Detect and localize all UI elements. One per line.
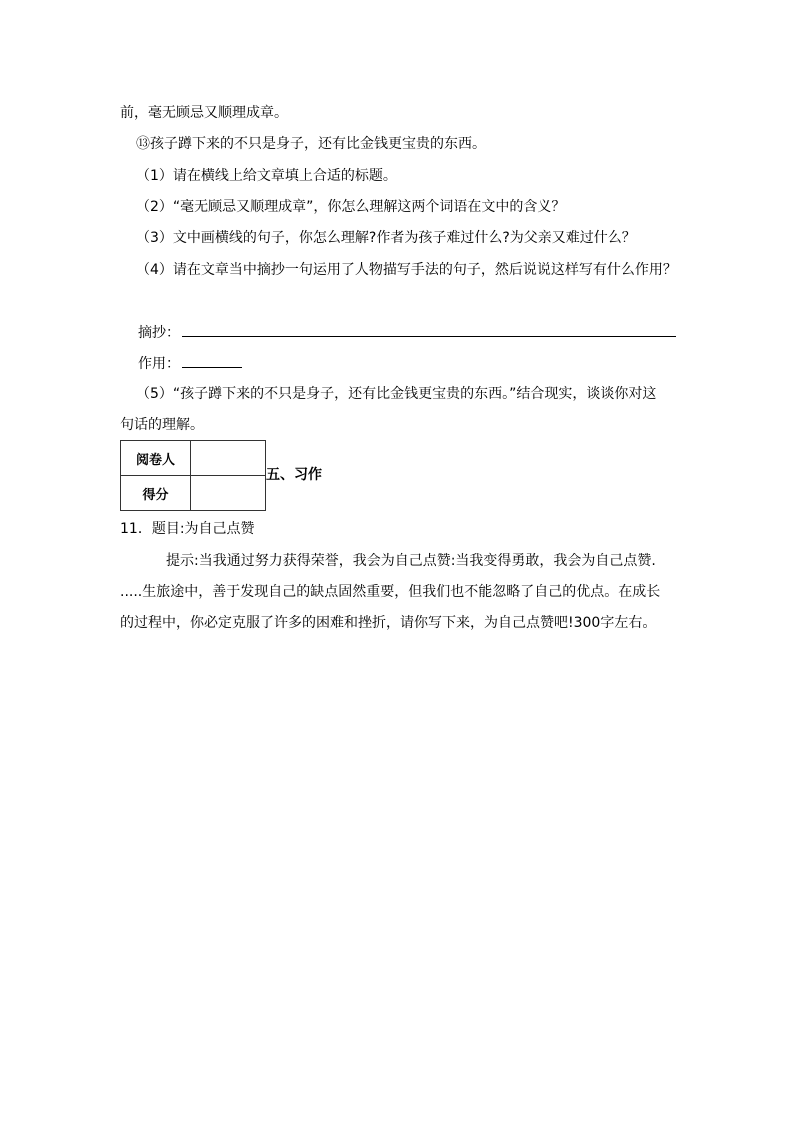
excerpt-answer-blank[interactable] (182, 322, 676, 337)
effect-row (138, 353, 242, 373)
paragraph-13: ⑬孩子蹲下来的不只是身子，还有比金钱更宝贵的东西。 (136, 136, 486, 152)
excerpt-label: 摘抄： (138, 325, 180, 341)
score-table (120, 440, 266, 511)
question-1: （1）请在横线上给文章填上合适的标题。 (136, 168, 397, 184)
composition-hint-line-3: 的过程中，你必定克服了许多的困难和挫折，请你写下来，为自己点赞吧!300字左右。 (120, 615, 657, 631)
grader-label: 阅卷人 (121, 441, 191, 476)
question-4: （4）请在文章当中摘抄一句运用了人物描写手法的句子，然后说说这样写有什么作用？ (136, 262, 677, 278)
grader-value-cell[interactable] (191, 441, 266, 476)
excerpt-row (138, 322, 676, 342)
question-5-line-1: （5）“孩子蹲下来的不只是身子，还有比金钱更宝贵的东西。”结合现实，谈谈你对这 (136, 386, 657, 402)
paragraph-continuation: 前，毫无顾忌又顺理成章。 (120, 105, 288, 121)
composition-hint-line-1: 提示:当我通过努力获得荣誉，我会为自己点赞:当我变得勇敢，我会为自己点赞. (166, 553, 656, 569)
composition-title: 11．题目:为自己点赞 (120, 521, 255, 537)
effect-label: 作用： (138, 356, 180, 372)
score-value-cell[interactable] (191, 476, 266, 511)
score-label: 得分 (121, 476, 191, 511)
section-title: 五、习作 (266, 467, 322, 483)
score-table-row (121, 441, 266, 476)
question-3: （3）文中画横线的句子，你怎么理解?作者为孩子难过什么?为父亲又难过什么？ (136, 230, 636, 246)
composition-hint-line-2: .....生旅途中，善于发现自己的缺点固然重要，但我们也不能忽略了自己的优点。在成长 (120, 584, 661, 600)
question-2: （2）“毫无顾忌又顺理成章”，你怎么理解这两个词语在文中的含义？ (136, 199, 566, 215)
question-5-line-2: 句话的理解。 (120, 417, 204, 433)
effect-answer-blank[interactable] (182, 353, 242, 368)
score-table-row (121, 476, 266, 511)
